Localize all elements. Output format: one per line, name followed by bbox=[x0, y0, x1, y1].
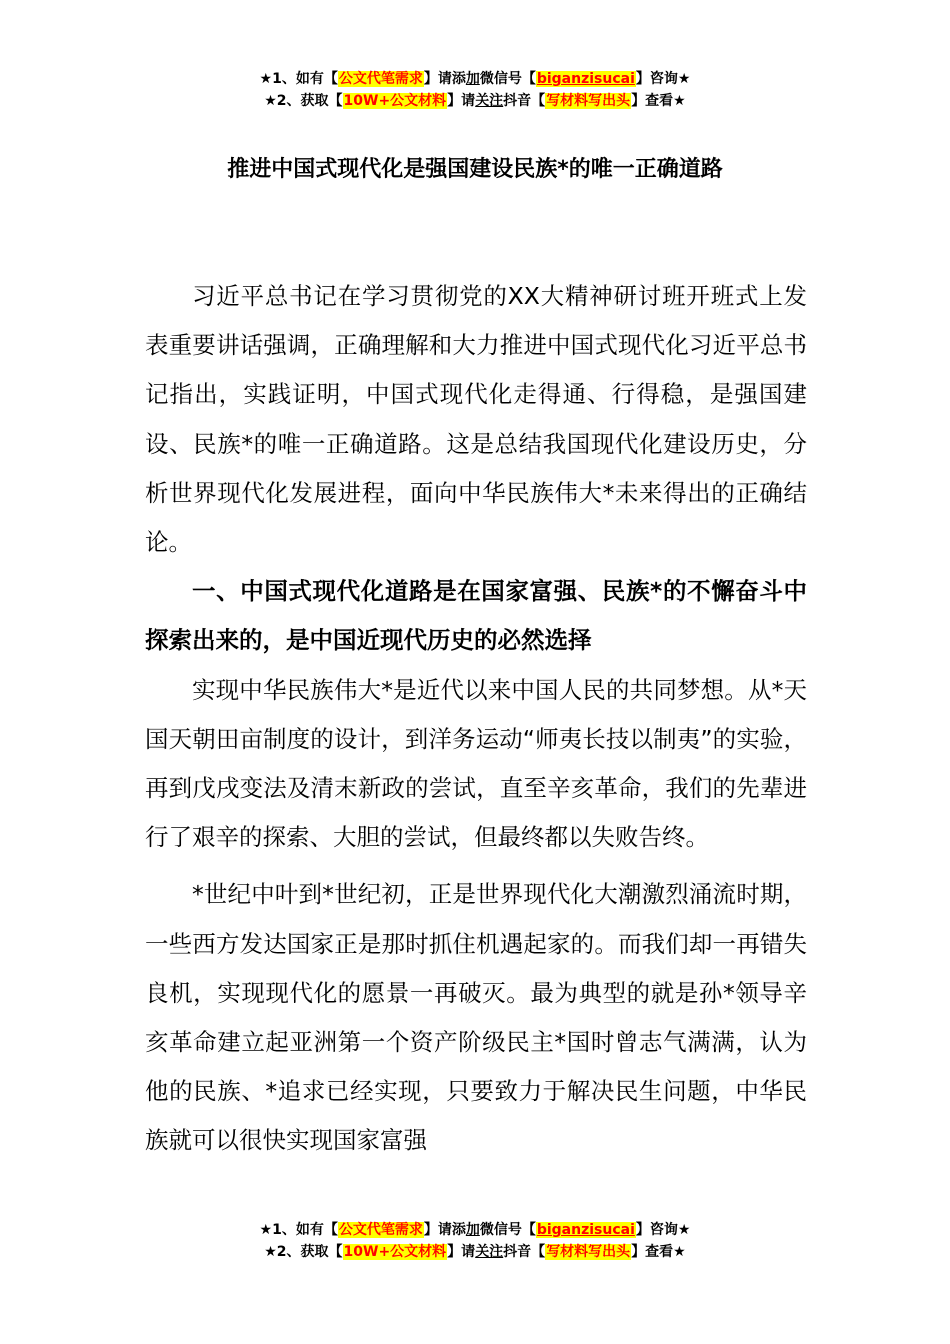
header-banner-line-2 bbox=[0, 90, 950, 112]
banner-emphasis: 关注 bbox=[475, 1244, 504, 1260]
header-banner bbox=[0, 68, 950, 112]
banner-text: ★1、如有【 bbox=[259, 1222, 338, 1238]
paragraph-intro: 习近平总书记在学习贯彻党的XX大精神研讨班开班式上发表重要讲话强调，正确理解和大力推进中国式现代化习近平总书记指出，实践证明，中国式现代化走得通、行得稳，是强国建设、民族*的唯一正确道路。这是总结我国现代化建设历史，分析世界现代化发展进程，面向中华民族伟大*未来得出的正确结论。 bbox=[145, 282, 807, 557]
banner-emphasis: 关注 bbox=[475, 93, 504, 109]
footer-banner-line-2 bbox=[0, 1241, 950, 1263]
banner-text: ★1、如有【 bbox=[259, 71, 338, 87]
paragraph-history: 实现中华民族伟大*是近代以来中国人民的共同梦想。从*天国天朝田亩制度的设计，到洋务运动“师夷长技以制夷”的实验，再到戊戌变法及清末新政的尝试，直至辛亥革命，我们的先辈进行了艰辛的探索、大胆的尝试，但最终都以失败告终。 bbox=[145, 675, 807, 852]
banner-emphasis: 加 bbox=[465, 1222, 480, 1238]
highlight-wechat-id: biganzisucai bbox=[536, 1222, 635, 1238]
banner-text: ★2、获取【 bbox=[264, 1244, 343, 1260]
highlight-materials: 10W+公文材料 bbox=[343, 93, 447, 109]
highlight-ghostwriting-service: 公文代笔需求 bbox=[338, 71, 423, 87]
document-body bbox=[145, 272, 807, 1166]
banner-text: 抖音【 bbox=[503, 1244, 546, 1260]
banner-emphasis: 加 bbox=[465, 71, 480, 87]
document-title: 推进中国式现代化是强国建设民族*的唯一正确道路 bbox=[227, 157, 723, 182]
highlight-douyin-account: 写材料写出头 bbox=[546, 93, 631, 109]
banner-text: 】咨询★ bbox=[635, 71, 691, 87]
highlight-materials: 10W+公文材料 bbox=[343, 1244, 447, 1260]
banner-text: 】咨询★ bbox=[635, 1222, 691, 1238]
banner-text: 】请 bbox=[447, 93, 476, 109]
banner-text: 抖音【 bbox=[503, 93, 546, 109]
highlight-wechat-id: biganzisucai bbox=[536, 71, 635, 87]
banner-text: 】请添 bbox=[423, 71, 466, 87]
banner-text: 】请添 bbox=[423, 1222, 466, 1238]
banner-text: ★2、获取【 bbox=[264, 93, 343, 109]
header-banner-line-1 bbox=[0, 68, 950, 90]
banner-text: 】查看★ bbox=[631, 93, 686, 109]
banner-text: 】查看★ bbox=[631, 1244, 686, 1260]
banner-text: 微信号【 bbox=[479, 71, 536, 87]
banner-text: 】请 bbox=[447, 1244, 476, 1260]
footer-banner-line-1 bbox=[0, 1219, 950, 1241]
banner-text: 微信号【 bbox=[479, 1222, 536, 1238]
highlight-ghostwriting-service: 公文代笔需求 bbox=[338, 1222, 423, 1238]
highlight-douyin-account: 写材料写出头 bbox=[546, 1244, 631, 1260]
paragraph-century: *世纪中叶到*世纪初，正是世界现代化大潮激烈涌流时期，一些西方发达国家正是那时抓住机遇起家的。而我们却一再错失良机，实现现代化的愿景一再破灭。最为典型的就是孙*领导辛亥革命建立起亚洲第一个资产阶级民主*国时曾志气满满，认为他的民族、*追求已经实现，只要致力于解决民生问题，中华民族就可以很快实现国家富强 bbox=[145, 880, 807, 1155]
section-heading-1: 一、中国式现代化道路是在国家富强、民族*的不懈奋斗中探索出来的，是中国近现代历史的必然选择 bbox=[145, 577, 807, 655]
footer-banner bbox=[0, 1219, 950, 1263]
